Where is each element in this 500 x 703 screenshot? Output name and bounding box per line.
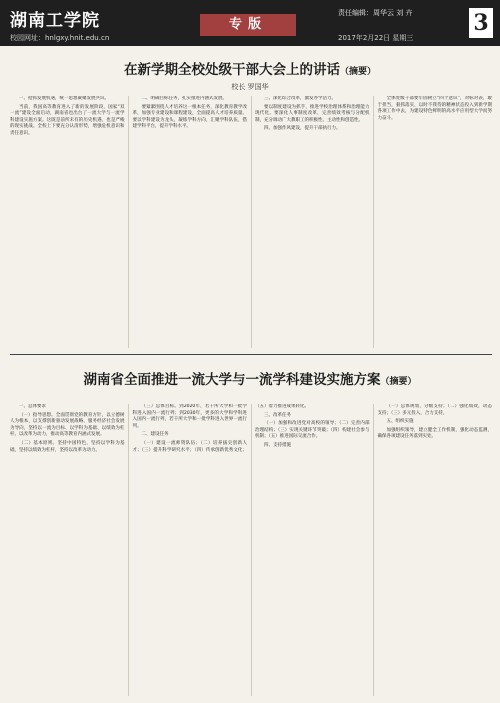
article2-paragraph: 三、改革任务 xyxy=(264,412,291,418)
article1-body xyxy=(10,96,492,348)
article1-title-suffix: （摘要） xyxy=(339,67,376,77)
campus-website: 校园网址：hnlgxy.hnit.edu.cn xyxy=(10,34,110,42)
page-number: 3 xyxy=(469,8,493,38)
article1-paragraph: 当前，我国高等教育进入了新的发展阶段，国家“双一流”建设全面启动，湖南省也出台了一流大学与一流学科建设实施方案。这既是前所未有的历史机遇，也是严峻的现实挑战。全校上下要充分认清形势，增强危机意识和责任意识。 xyxy=(10,104,125,136)
article1-paragraph: 全体处级干部要牢固树立“四个意识”，对标对表，敢于担当，狠抓落实，以时不我待的精神状态投入到新学期各项工作中去，为建设特色鲜明的高水平应用型大学而努力奋斗。 xyxy=(377,96,492,121)
article2-paragraph: （二）基本原则。坚持中国特色，坚持以学科为基础，坚持以绩效为杠杆，坚持以改革为动力。 xyxy=(10,440,125,453)
article1-paragraph: 要紧紧围绕人才培养这一根本任务，深化教育教学改革，加强专业建设和课程建设，全面提高人才培养质量。要以学科建设为龙头，凝练学科方向，汇聚学科队伍，搭建学科平台，提升学科水平。 xyxy=(132,104,247,130)
article1-title-text: 在新学期全校处级干部大会上的讲话 xyxy=(123,62,340,78)
article1-paragraph: 二、明确目标任务，扎实推进内涵式发展。 xyxy=(141,96,227,101)
article-divider xyxy=(10,354,492,355)
article2-paragraph: （三）总体目标。到2020年，若干所大学和一批学科进入国内一流行列；到2030年，更多的大学和学科进入国内一流行列，若干所大学和一批学科进入世界一流行列。 xyxy=(132,404,247,429)
article2-paragraph: 四、支持措施 xyxy=(264,442,291,448)
editors-line: 责任编辑：周华云 刘 卉 xyxy=(338,9,413,17)
article1-paragraph: 三、深化综合改革，激发办学活力。 xyxy=(264,96,336,101)
section-label: 专版 xyxy=(200,14,296,36)
article2-paragraph: （一）加强和改进党对高校的领导；（二）完善内部治理结构；（三）实现关键环节突破；（四）构建社会参与机制；（五）推进国际交流合作。 xyxy=(255,421,370,440)
newspaper-name: 湖南工学院 xyxy=(10,11,100,31)
article2-paragraph: （一）总体规划，分级支持；（二）强化绩效，动态支持；（三）多元投入，合力支持。 xyxy=(377,404,492,416)
article1-paragraph: 一、抢抓发展机遇，统一思想凝聚发展共识。 xyxy=(19,96,109,101)
article1-title xyxy=(0,58,500,78)
article1-paragraph: 要以制度建设为抓手，推进学校治理体系和治理能力现代化。要深化人事制度改革，完善绩效考核与分配机制，充分调动广大教职工的积极性、主动性和创造性。 xyxy=(255,104,370,123)
article2-paragraph: （一）建设一流师资队伍；（二）培养拔尖创新人才；（三）提升科学研究水平；（四）传承创新优秀文化；（五）着力推进成果转化。 xyxy=(132,404,309,453)
article1-byline: 校长 罗国华 xyxy=(231,83,269,91)
article2-title xyxy=(0,368,500,388)
issue-date: 2017年2月22日 星期三 xyxy=(338,34,414,42)
article2-title-text: 湖南省全面推进一流大学与一流学科建设实施方案 xyxy=(83,372,381,388)
article2-paragraph: 二、建设任务 xyxy=(141,432,169,438)
article2-title-suffix: （摘要） xyxy=(380,377,417,387)
article2-body xyxy=(10,404,492,696)
article2-paragraph: （一）指导思想。全面贯彻党的教育方针，以立德树人为根本，以支撑创新驱动发展战略、服务经济社会发展为导向，坚持以一流为目标、以学科为基础、以绩效为杠杆、以改革为动力，推动高等教育内涵式发展。 xyxy=(10,412,125,438)
article1-paragraph: 四、加强作风建设，提升干部执行力。 xyxy=(264,126,341,132)
article2-paragraph: 五、组织实施 xyxy=(386,419,414,425)
article2-paragraph: 加强组织领导，建立健全工作机制，强化动态监测，确保各项建设任务落到实处。 xyxy=(377,427,492,440)
article2-paragraph: 一、总体要求 xyxy=(19,404,46,409)
masthead-bar xyxy=(0,0,500,46)
